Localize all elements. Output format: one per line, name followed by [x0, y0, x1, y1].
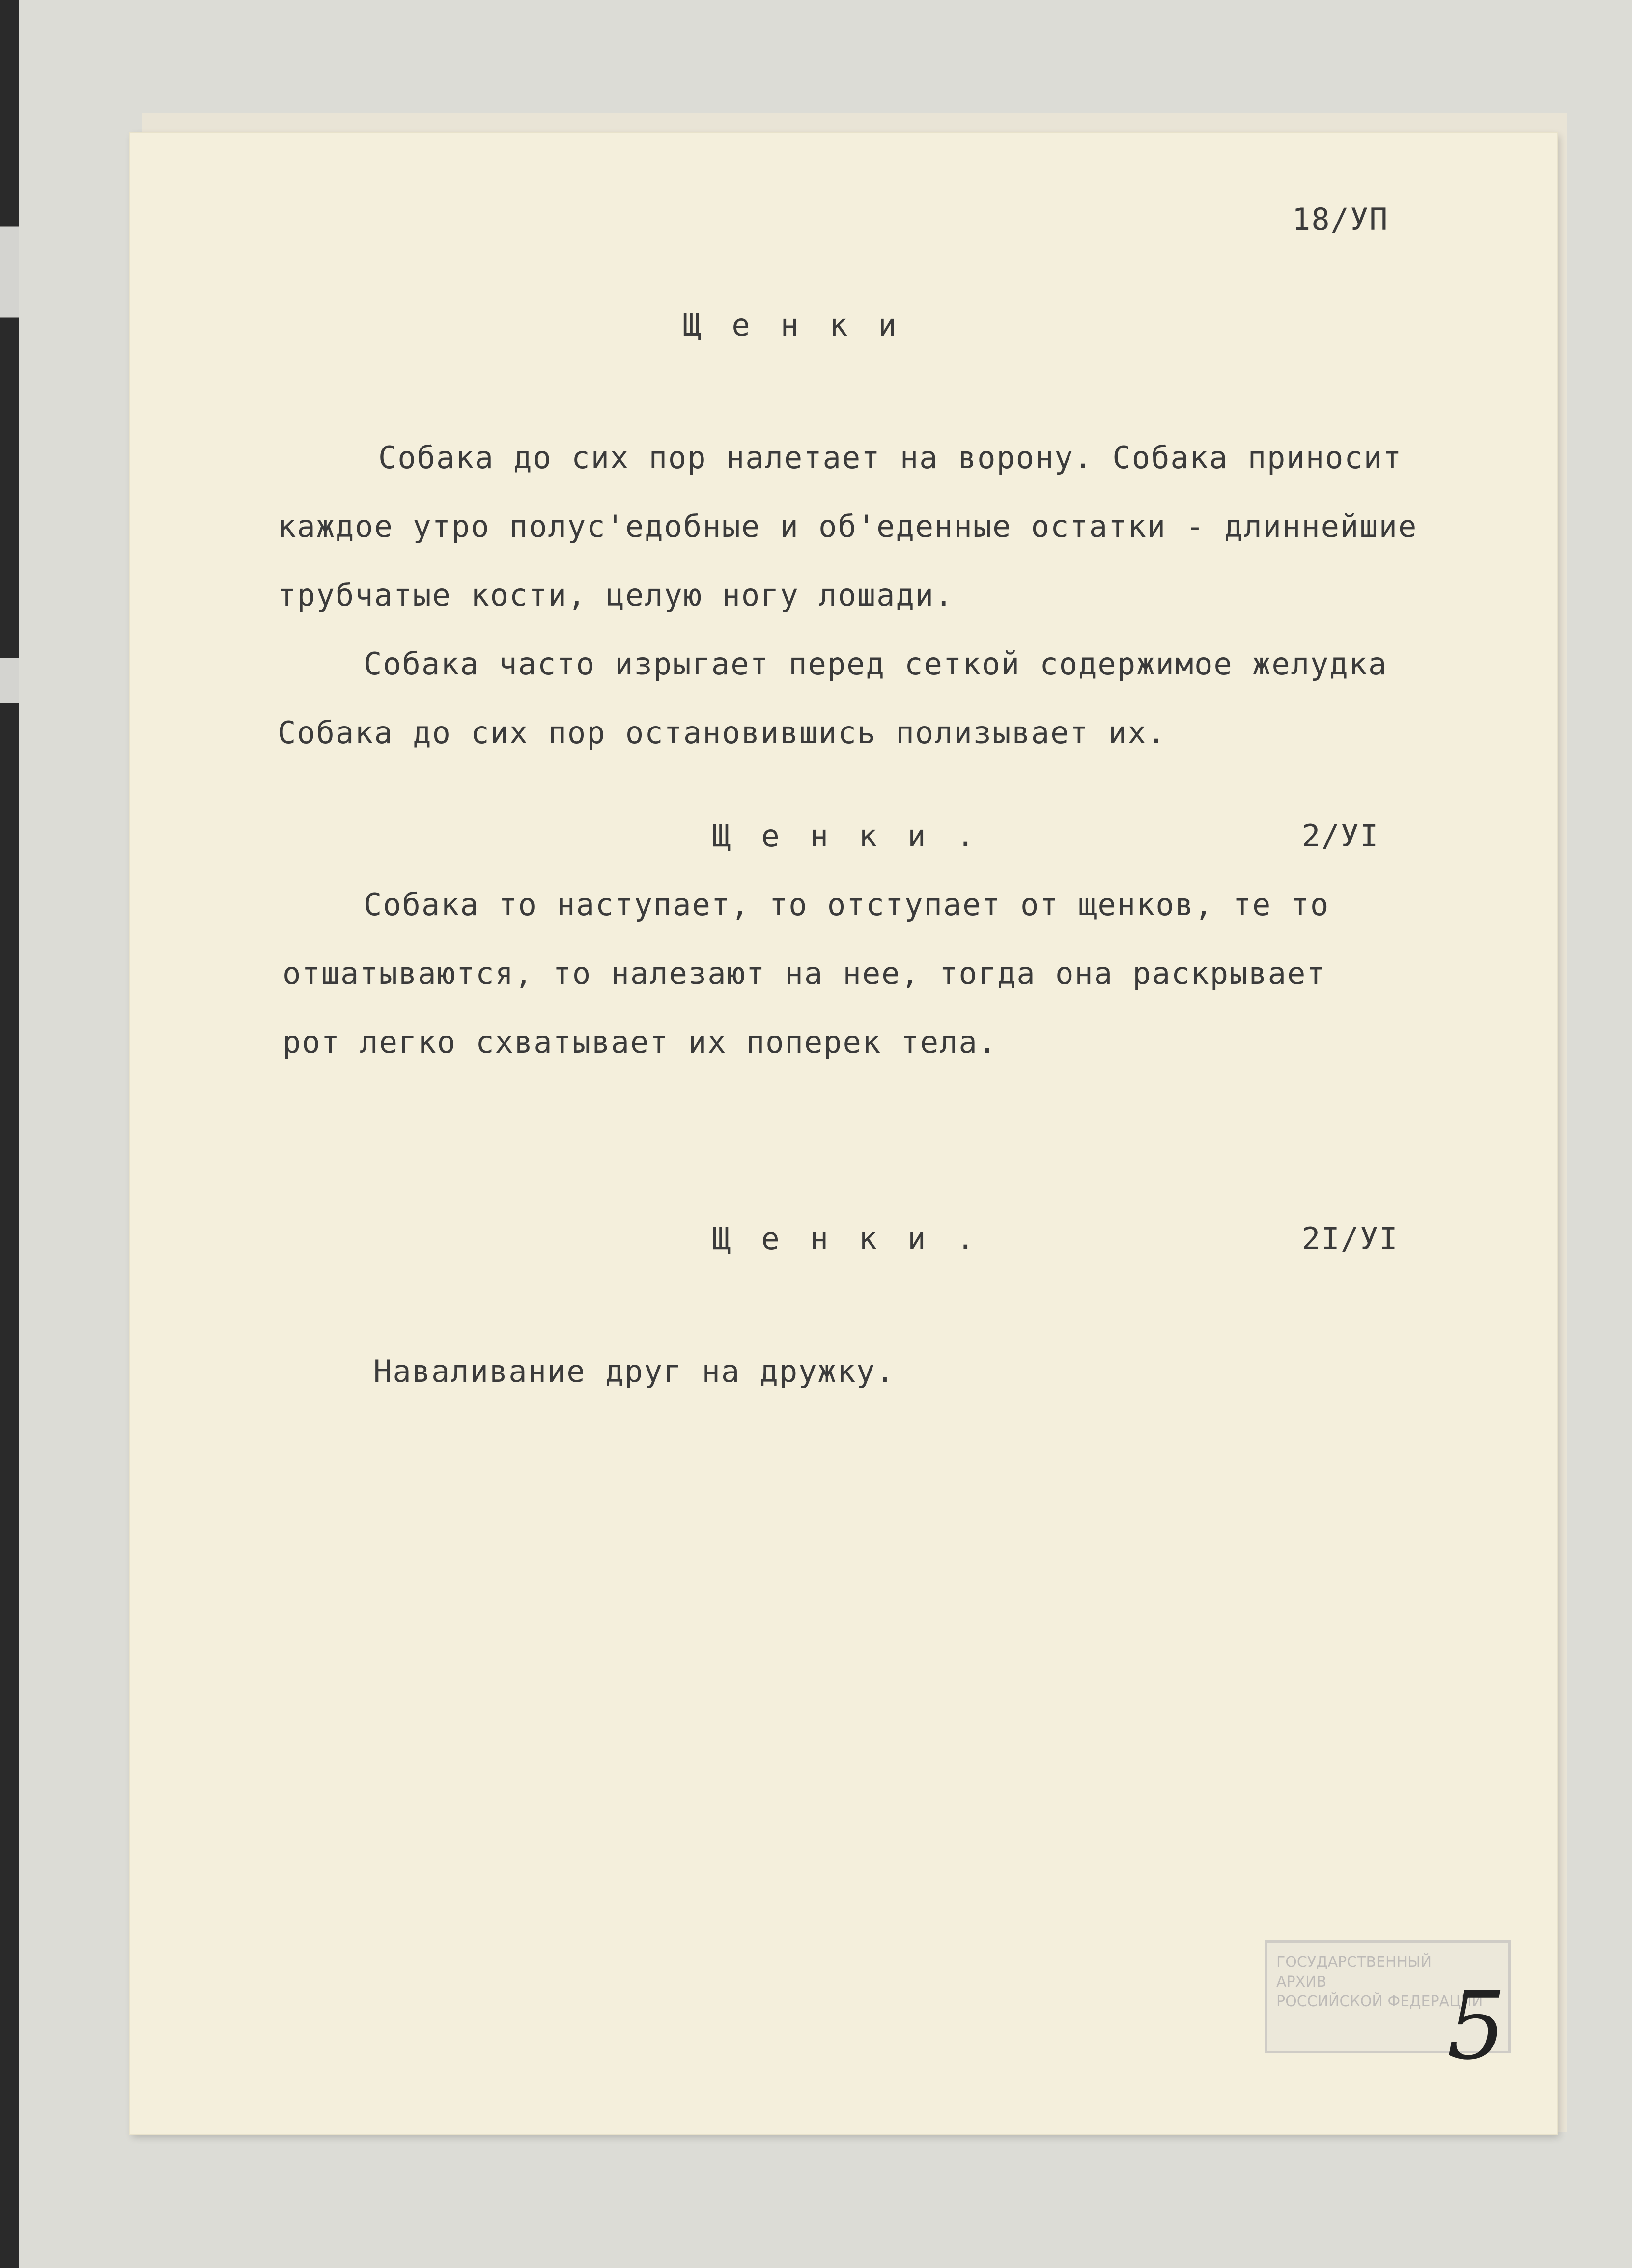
section-3-heading: Щенки.	[712, 1221, 1005, 1257]
stamp-line-3: РОССИЙСКОЙ ФЕДЕРАЦИИ	[1276, 1993, 1483, 2010]
section-2-para-1-line-1: Собака то наступает, то отступает от щенков, те то	[364, 887, 1330, 923]
section-2-date: 2/УI	[1302, 818, 1379, 854]
handwritten-folio-number: 5	[1447, 1972, 1506, 2080]
section-1-para-1-line-2: каждое утро полус'едобные и об'еденные остатки - длиннейшие	[278, 508, 1418, 544]
section-1-para-2-line-2: Собака до сих пор остановившись полизывает их.	[278, 715, 1167, 751]
section-1-heading: Щенки	[683, 307, 927, 343]
section-3-date: 2I/УI	[1302, 1221, 1399, 1257]
section-1-para-1-line-1: Собака до сих пор налетает на ворону. Собака приносит	[378, 440, 1403, 476]
section-1-para-1-line-3: трубчатые кости, целую ногу лошади.	[278, 577, 954, 613]
stamp-line-1: ГОСУДАРСТВЕННЫЙ	[1276, 1954, 1432, 1971]
section-2-para-1-line-3: рот легко схватывает их поперек тела.	[282, 1024, 998, 1060]
section-2-para-1-line-2: отшатываются, то налезают на нее, тогда она раскрывает	[282, 955, 1326, 991]
scan-edge-strip	[0, 0, 19, 2268]
section-3-para-1-line-1: Наваливание друг на дружку.	[373, 1353, 895, 1389]
page-number: 18/УП	[1292, 201, 1389, 237]
section-2-heading: Щенки.	[712, 818, 1005, 854]
section-1-para-2-line-1: Собака часто изрыгает перед сеткой содержимое желудка	[364, 646, 1388, 682]
document-page	[130, 133, 1557, 2134]
stamp-line-2: АРХИВ	[1276, 1973, 1327, 1990]
